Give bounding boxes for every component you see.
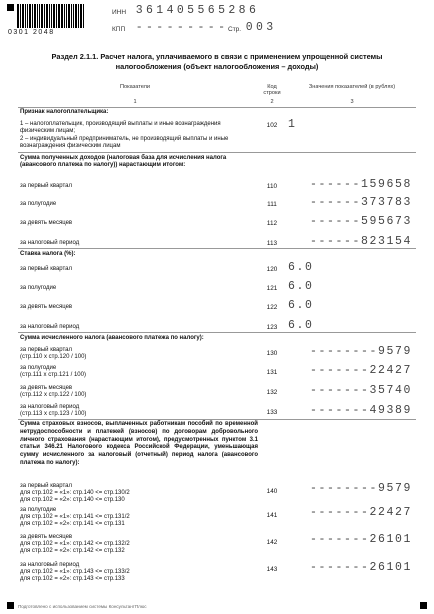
row-label: за полугодие — [20, 365, 57, 371]
column-number-3: 3 — [350, 99, 354, 105]
row-code: 133 — [266, 409, 278, 416]
field-cell: 5 — [218, 4, 225, 17]
taxpayer-flag-option-1: 1 – налогоплательщик, производящий выплаты и иные вознаграждения физическим лицам; — [20, 121, 221, 135]
income-9m-value[interactable]: ------595673 — [309, 215, 412, 228]
row-code: 111 — [267, 201, 277, 208]
row-formula: (стр.110 х стр.120 / 100) — [20, 354, 87, 360]
field-cell: 0 — [176, 4, 184, 17]
row-code: 140 — [266, 488, 278, 495]
row-formula: для стр.102 = «1»: стр.140 <= стр.130/2 — [20, 490, 130, 496]
page-label: Стр. — [228, 26, 242, 33]
calculated-tax-heading: Сумма исчисленного налога (авансового платежа по налогу): — [20, 335, 204, 341]
tax-rate-q1-value[interactable]: 6.0 — [288, 261, 314, 274]
tax-h1-value[interactable]: -------22427 — [309, 364, 412, 377]
row-code: 112 — [266, 220, 278, 227]
column-header-indicators: Показатели — [119, 84, 151, 90]
field-cell: 5 — [197, 4, 205, 17]
row-divider — [18, 419, 416, 420]
row-code: 102 — [266, 122, 278, 129]
taxpayer-flag-value[interactable]: 1 — [288, 118, 297, 131]
footer-note: Подготовлено с использованием системы КонсультантПлюс — [18, 604, 147, 609]
row-label: за налоговый период — [20, 562, 80, 568]
row-formula: для стр.102 = «2»: стр.142 <= стр.132 — [20, 548, 125, 554]
row-code: 121 — [266, 285, 278, 292]
inn-field[interactable] — [134, 4, 258, 17]
row-label: за девять месяцев — [20, 304, 73, 310]
column-header-code: Код строки — [263, 84, 281, 96]
row-divider — [18, 248, 416, 249]
tax-year-value[interactable]: -------49389 — [309, 404, 412, 417]
row-code: 143 — [266, 566, 278, 573]
row-code: 142 — [266, 539, 278, 546]
row-label: за первый квартал — [20, 347, 73, 353]
deduction-9m-value[interactable]: -------26101 — [309, 533, 412, 546]
row-label: за налоговый период — [20, 240, 80, 246]
page-number-field — [244, 21, 275, 34]
field-cell: 4 — [166, 4, 174, 17]
field-cell: - — [187, 21, 195, 34]
row-label: за первый квартал — [20, 183, 73, 189]
row-code: 131 — [266, 369, 278, 376]
field-cell: 8 — [238, 4, 246, 17]
row-formula: для стр.102 = «1»: стр.142 <= стр.132/2 — [20, 541, 130, 547]
section-title: Раздел 2.1.1. Расчет налога, уплачиваемого в связи с применением упрощенной системы налогообложения (объект налогообложения – доходы) — [51, 52, 383, 71]
row-divider — [18, 332, 416, 333]
row-label: за налоговый период — [20, 404, 80, 410]
column-header-values: Значения показателей (в рублях) — [308, 84, 396, 90]
field-cell: - — [176, 21, 184, 34]
barcode-number: 0301 2048 — [8, 29, 55, 36]
field-cell: - — [218, 21, 225, 34]
field-cell: 6 — [145, 4, 153, 17]
tax-q1-value[interactable]: --------9579 — [309, 345, 412, 358]
tax-rate-year-value[interactable]: 6.0 — [288, 319, 314, 332]
row-code: 122 — [266, 304, 278, 311]
taxpayer-flag-option-2: 2 – индивидуальный предприниматель, не производящий выплаты и иные вознаграждения физическим лицам — [20, 136, 229, 150]
row-formula: для стр.102 = «1»: стр.141 <= стр.131/2 — [20, 514, 130, 520]
row-label: за налоговый период — [20, 324, 80, 330]
row-formula: для стр.102 = «1»: стр.143 <= стр.133/2 — [20, 569, 130, 575]
row-formula: (стр.111 х стр.121 / 100) — [20, 372, 86, 378]
corner-marker-icon — [7, 602, 14, 609]
field-cell: 5 — [187, 4, 195, 17]
row-formula: (стр.112 х стр.122 / 100) — [20, 392, 87, 398]
field-cell: 3 — [135, 4, 143, 17]
row-code: 110 — [266, 183, 278, 190]
field-cell: 0 — [255, 21, 263, 34]
row-code: 113 — [266, 240, 278, 247]
kpp-label: КПП — [112, 26, 126, 33]
header-divider — [18, 107, 416, 108]
row-formula: для стр.102 = «2»: стр.140 <= стр.130 — [20, 497, 125, 503]
row-divider — [18, 152, 416, 153]
barcode-bars — [17, 4, 90, 28]
row-formula: (стр.113 х стр.123 / 100) — [20, 411, 87, 417]
income-year-value[interactable]: ------823154 — [309, 235, 412, 248]
row-code: 120 — [266, 266, 278, 273]
field-cell: - — [135, 21, 143, 34]
field-cell: - — [145, 21, 153, 34]
row-formula: для стр.102 = «2»: стр.141 <= стр.131 — [20, 521, 125, 527]
insurance-deduction-heading: Сумма страховых взносов, выплаченных работникам пособий по временной нетрудоспособности и платежей (взносов) по договорам добровольного личного страхования (нарастающим итогом), предусмотренных пунктом 3.1 статьи 346.21 Налогового кодекса Российской Федерации, уменьшающая сумму исчисленного за налоговый (отчетный) период налога (авансового платежа по налогу): — [20, 421, 258, 466]
tax-rate-9m-value[interactable]: 6.0 — [288, 299, 314, 312]
taxpayer-flag-heading: Признак налогоплательщика: — [20, 109, 109, 115]
tax-rate-heading: Ставка налога (%): — [20, 251, 76, 257]
field-cell: 2 — [228, 4, 236, 17]
row-label: за девять месяцев — [20, 385, 73, 391]
field-cell: - — [166, 21, 174, 34]
barcode — [7, 4, 81, 29]
row-label: за полугодие — [20, 507, 57, 513]
field-cell: 1 — [156, 4, 164, 17]
income-h1-value[interactable]: ------373783 — [309, 196, 412, 209]
field-cell: 0 — [245, 21, 253, 34]
row-code: 132 — [266, 389, 278, 396]
inn-label: ИНН — [112, 9, 127, 16]
row-code: 123 — [266, 324, 278, 331]
field-cell: - — [156, 21, 164, 34]
tax-rate-h1-value[interactable]: 6.0 — [288, 280, 314, 293]
corner-marker-icon — [420, 602, 427, 609]
row-label: за полугодие — [20, 201, 57, 207]
row-label: за полугодие — [20, 285, 57, 291]
column-number-2: 2 — [270, 99, 274, 105]
row-code: 141 — [266, 512, 278, 519]
deduction-year-value[interactable]: -------26101 — [309, 561, 412, 574]
field-cell: 6 — [248, 4, 256, 17]
field-cell: 3 — [266, 21, 274, 34]
tax-9m-value[interactable]: -------35740 — [309, 384, 412, 397]
income-heading: Сумма полученных доходов (налоговая база для исчисления налога (авансового платежа по налогу)) нарастающим итогом: — [20, 155, 227, 169]
field-cell: - — [207, 21, 215, 34]
row-label: за первый квартал — [20, 483, 73, 489]
row-code: 130 — [266, 350, 278, 357]
row-label: за первый квартал — [20, 266, 73, 272]
row-label: за девять месяцев — [20, 534, 73, 540]
deduction-q1-value[interactable]: --------9579 — [309, 482, 412, 495]
field-cell: 6 — [207, 4, 215, 17]
income-q1-value[interactable]: ------159658 — [309, 178, 412, 191]
deduction-h1-value[interactable]: -------22427 — [309, 506, 412, 519]
field-cell: - — [197, 21, 205, 34]
kpp-field[interactable] — [134, 21, 227, 34]
column-number-1: 1 — [133, 99, 137, 105]
row-label: за девять месяцев — [20, 220, 73, 226]
row-formula: для стр.102 = «2»: стр.143 <= стр.133 — [20, 576, 125, 582]
corner-marker-icon — [7, 4, 14, 11]
